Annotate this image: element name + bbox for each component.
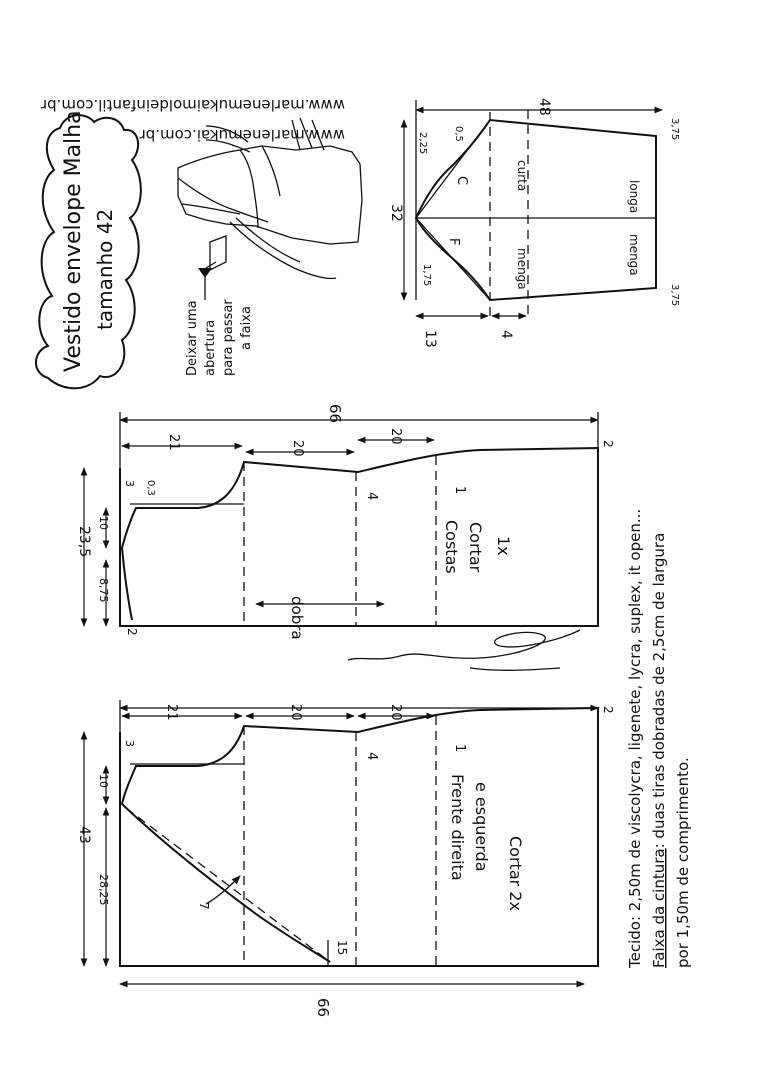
front-width-lower: 28,25 [97, 874, 110, 906]
back-seg-a: 21 [166, 434, 181, 451]
sleeve-cap-height: 13 [422, 330, 438, 348]
sleeve-hem-left: 3,75 [669, 284, 680, 307]
front-width-upper: 10 [97, 774, 110, 788]
front-seg-a: 21 [164, 704, 179, 721]
back-width-center: 8,75 [97, 578, 110, 603]
title-cloud-outline [36, 115, 141, 388]
front-seg-c: 20 [388, 704, 403, 721]
back-fold-ext: 2 [125, 628, 139, 636]
fabric-line-3: por 1,50m de comprimento. [674, 757, 692, 968]
title-bubble [36, 110, 141, 388]
fabric-line-2-text: : duas tiras dobradas de 2,5cm de largura [650, 532, 668, 849]
back-label-2: Cortar [466, 522, 485, 573]
back-fold-label: dobra [288, 596, 306, 640]
sleeve-long-label: longa [627, 180, 641, 214]
opening-note [185, 268, 254, 376]
back-hem-mark: 1 [452, 486, 467, 495]
title-line-2: tamanho 42 [93, 208, 117, 330]
back-seg-c: 20 [388, 428, 403, 445]
opening-note-line-2: abertura [203, 319, 218, 376]
front-hem-ext: 2 [601, 706, 615, 714]
website-2: www.marlenemukaimoldeinfantil.com.br [40, 96, 345, 114]
sleeve-top-mark: 0,5 [453, 126, 464, 142]
sleeve-long-label-2: menga [627, 234, 641, 276]
sleeve-hem-right: 3,75 [669, 118, 680, 141]
front-seg-b: 20 [288, 704, 303, 721]
front-neck-drop: 3 [123, 740, 136, 747]
back-label-1: Costas [442, 520, 461, 574]
front-label-2: e esquerda [472, 782, 491, 872]
title-line-1: Vestido envelope Malha [61, 110, 86, 372]
opening-note-line-3: para passar [221, 299, 236, 376]
front-width-total: 43 [76, 826, 92, 844]
back-neck-drop: 3 [123, 480, 136, 487]
signature [348, 630, 590, 670]
sleeve-cap-back: C [454, 176, 469, 186]
sleeve-piece [388, 98, 680, 348]
back-cut: 1x [494, 536, 513, 556]
front-curve-mark: 7 [197, 902, 211, 910]
back-total-length: 66 [326, 404, 344, 424]
front-label-1: Frente direita [448, 774, 467, 881]
back-piece [76, 404, 615, 640]
front-side-drop: 4 [364, 752, 379, 761]
sleeve-short-label: curta [515, 160, 529, 192]
front-total-length: 66 [314, 998, 332, 1018]
sleeve-outline [416, 120, 656, 300]
front-piece [76, 700, 615, 1017]
back-outline [120, 448, 598, 626]
front-hem-mark: 1 [452, 744, 467, 753]
back-side-drop: 4 [364, 492, 379, 501]
sleeve-cap-offset: 4 [498, 330, 514, 339]
sleeve-back-mark: 2,25 [417, 132, 428, 155]
back-width-upper: 10 [97, 516, 110, 530]
website-1: www.marlenemukai.com.br [139, 126, 345, 144]
front-wrap-mark: 15 [335, 940, 349, 956]
fabric-line-2 [650, 533, 668, 968]
back-width-total: 23,5 [76, 526, 92, 558]
fabric-line-2-label: Faixa da cintura [650, 848, 668, 968]
sleeve-cap-front: F [446, 238, 461, 246]
sleeve-front-mark: 1,75 [421, 264, 432, 287]
opening-note-line-1: Deixar uma [185, 300, 200, 376]
sleeve-short-label-2: menga [515, 248, 529, 290]
fabric-notes [626, 509, 692, 969]
back-hem-ext: 2 [601, 440, 615, 448]
front-cut: Cortar 2x [506, 836, 525, 911]
opening-note-line-4: a faixa [239, 306, 254, 350]
back-shoulder-drop: 0,3 [145, 480, 156, 496]
back-seg-b: 20 [290, 440, 305, 457]
sleeve-width: 32 [388, 204, 404, 222]
front-outline [120, 708, 598, 966]
fabric-line-1: Tecido: 2,50m de viscolycra, ligenete, lycra, suplex, it open... [626, 508, 644, 968]
sleeve-length: 48 [536, 98, 552, 116]
